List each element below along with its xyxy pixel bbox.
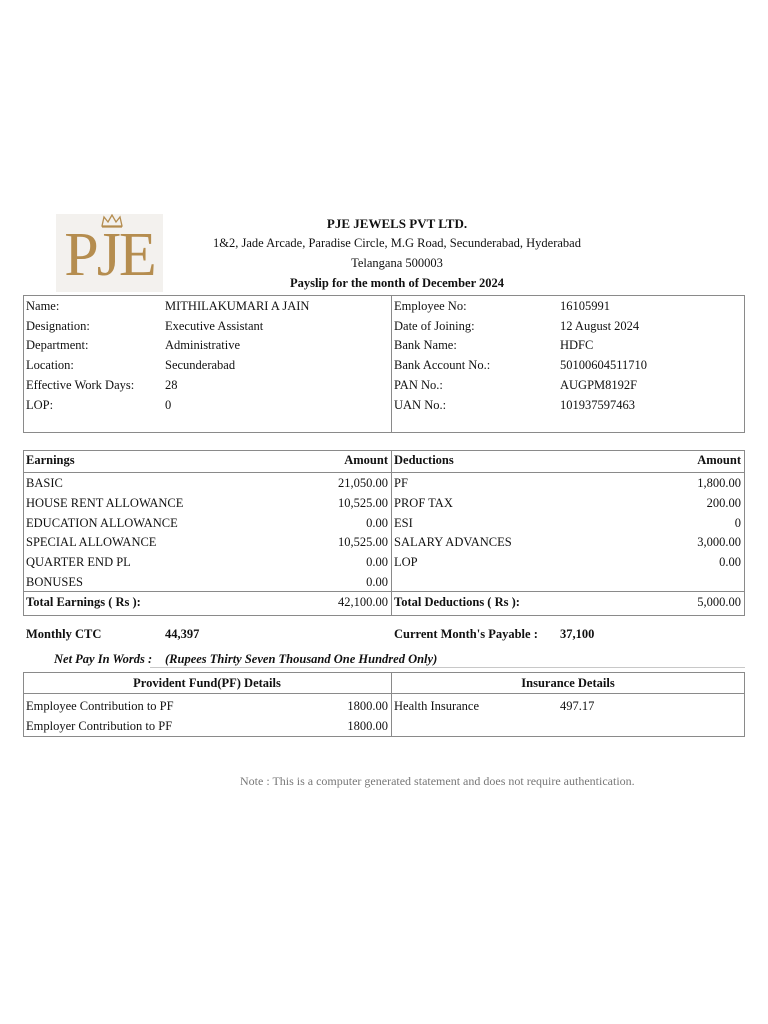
earning-amount: 10,525.00 [338, 496, 388, 510]
earnings-amount-heading: Amount [344, 453, 388, 467]
earning-label: QUARTER END PL [26, 555, 131, 569]
joining-date-label: Date of Joining: [394, 319, 475, 333]
deduction-label: ESI [394, 516, 413, 530]
lop-value: 0 [165, 398, 172, 412]
pan-value: AUGPM8192F [560, 378, 638, 392]
deduction-label: PROF TAX [394, 496, 453, 510]
deduction-amount: 1,800.00 [697, 476, 741, 490]
uan-value: 101937597463 [560, 398, 635, 412]
monthly-ctc-value: 44,397 [165, 627, 200, 641]
deduction-amount: 0 [734, 516, 741, 530]
pf-row-label: Employer Contribution to PF [26, 719, 173, 733]
deductions-heading: Deductions [394, 453, 454, 467]
bank-name-value: HDFC [560, 338, 594, 352]
current-payable-value: 37,100 [560, 627, 595, 641]
employee-details-divider [391, 295, 392, 433]
net-pay-words-label: Net Pay In Words : [54, 652, 153, 666]
logo-text: PJE [64, 221, 155, 289]
company-address-line2: Telangana 500003 [351, 256, 443, 270]
total-earnings-label: Total Earnings ( Rs ): [26, 595, 141, 609]
employee-no-value: 16105991 [560, 299, 610, 313]
pf-insurance-header-divider [23, 693, 745, 694]
uan-label: UAN No.: [394, 398, 447, 412]
net-pay-underline [150, 667, 745, 668]
bank-account-label: Bank Account No.: [394, 358, 491, 372]
earning-amount: 0.00 [366, 555, 388, 569]
pf-row-amount: 1800.00 [347, 719, 388, 733]
company-address-line1: 1&2, Jade Arcade, Paradise Circle, M.G Road, Secunderabad, Hyderabad [213, 236, 581, 250]
designation-label: Designation: [26, 319, 90, 333]
earning-label: EDUCATION ALLOWANCE [26, 516, 178, 530]
table-column-divider [391, 450, 392, 616]
work-days-label: Effective Work Days: [26, 378, 135, 392]
table-total-divider [23, 591, 745, 592]
designation-value: Executive Assistant [165, 319, 264, 333]
footer-note: Note : This is a computer generated statement and does not require authentication. [240, 774, 635, 788]
monthly-ctc-label: Monthly CTC [26, 627, 102, 641]
lop-label: LOP: [26, 398, 54, 412]
name-label: Name: [26, 299, 60, 313]
earning-label: SPECIAL ALLOWANCE [26, 535, 157, 549]
payslip-title: Payslip for the month of December 2024 [289, 276, 505, 290]
pan-label: PAN No.: [394, 378, 443, 392]
total-earnings-value: 42,100.00 [338, 595, 388, 609]
insurance-row-label: Health Insurance [394, 699, 480, 713]
earning-amount: 0.00 [366, 516, 388, 530]
total-deductions-value: 5,000.00 [697, 595, 741, 609]
insurance-row-amount: 497.17 [560, 699, 595, 713]
department-value: Administrative [165, 338, 240, 352]
deductions-amount-heading: Amount [697, 453, 741, 467]
location-value: Secunderabad [165, 358, 236, 372]
earning-label: BASIC [26, 476, 63, 490]
name-value: MITHILAKUMARI A JAIN [165, 299, 310, 313]
earning-amount: 21,050.00 [338, 476, 388, 490]
pf-heading: Provident Fund(PF) Details [133, 676, 281, 690]
pf-row-label: Employee Contribution to PF [26, 699, 174, 713]
pf-row-amount: 1800.00 [347, 699, 388, 713]
earnings-heading: Earnings [26, 453, 75, 467]
deduction-label: PF [394, 476, 408, 490]
current-payable-label: Current Month's Payable : [394, 627, 538, 641]
deduction-amount: 0.00 [719, 555, 741, 569]
table-header-divider [23, 472, 745, 473]
total-deductions-label: Total Deductions ( Rs ): [394, 595, 520, 609]
work-days-value: 28 [165, 378, 178, 392]
joining-date-value: 12 August 2024 [560, 319, 640, 333]
deduction-amount: 200.00 [706, 496, 741, 510]
bank-name-label: Bank Name: [394, 338, 457, 352]
deduction-amount: 3,000.00 [697, 535, 741, 549]
earning-label: BONUSES [26, 575, 83, 589]
company-name: PJE JEWELS PVT LTD. [326, 216, 468, 231]
net-pay-words-value: (Rupees Thirty Seven Thousand One Hundred Only) [165, 652, 438, 666]
deduction-label: SALARY ADVANCES [394, 535, 512, 549]
department-label: Department: [26, 338, 89, 352]
bank-account-value: 50100604511710 [560, 358, 648, 372]
earning-label: HOUSE RENT ALLOWANCE [26, 496, 184, 510]
location-label: Location: [26, 358, 74, 372]
insurance-heading: Insurance Details [521, 676, 615, 690]
deduction-label: LOP [394, 555, 418, 569]
employee-no-label: Employee No: [394, 299, 467, 313]
earning-amount: 10,525.00 [338, 535, 388, 549]
earning-amount: 0.00 [366, 575, 388, 589]
